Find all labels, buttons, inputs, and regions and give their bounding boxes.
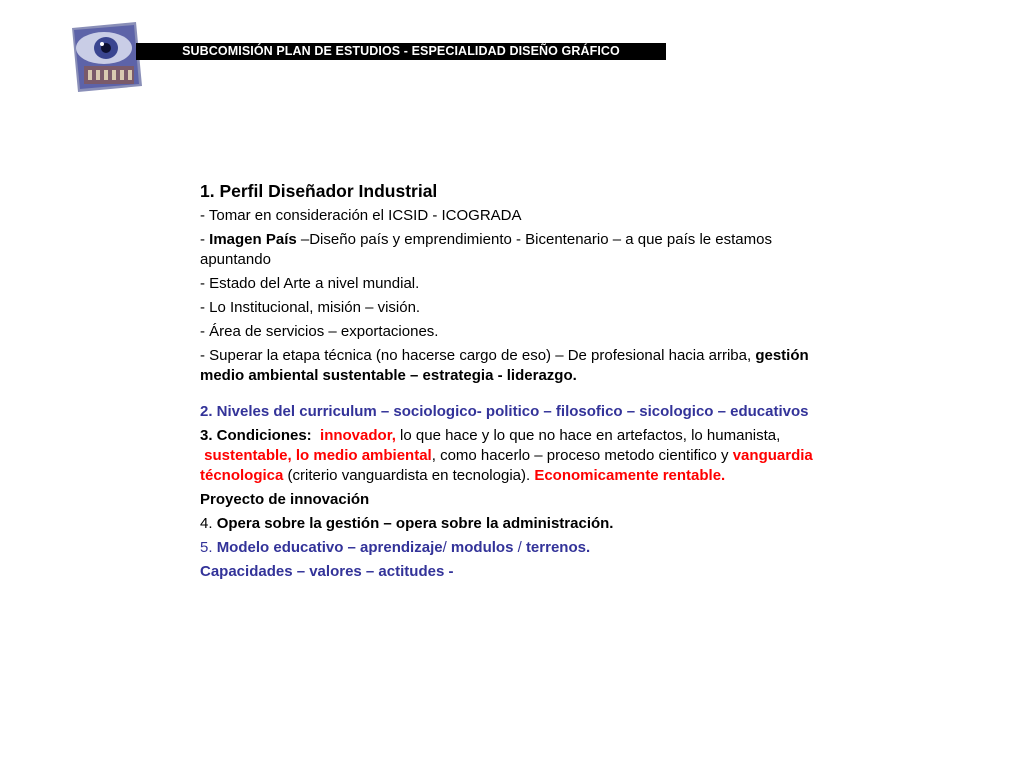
condiciones-label: 3. Condiciones: [200, 427, 312, 444]
bullet-dash: - [200, 231, 210, 248]
condiciones-text-2: , como hacerlo – proceso metodo cientifico y [431, 447, 733, 464]
bullet-superar-etapa [200, 346, 815, 386]
header-title-bar: SUBCOMISIÓN PLAN DE ESTUDIOS - ESPECIALIDAD DISEÑO GRÁFICO [136, 43, 666, 60]
bullet-imagen-pais [200, 230, 815, 270]
innovador-text: innovador, [320, 427, 396, 444]
proyecto-innovacion: Proyecto de innovación [200, 491, 370, 508]
slash-separator-2: / [513, 539, 526, 556]
section-5-number: 5. [200, 539, 217, 556]
heading-perfil: 1. Perfil Diseñador Industrial [200, 181, 438, 201]
imagen-pais-text: –Diseño país y emprendimiento - Bicentenario – a que país le estamos apuntando [200, 231, 772, 268]
superar-etapa-text: - Superar la etapa técnica (no hacerse cargo de eso) – De profesional hacia arriba, [200, 347, 756, 364]
bullet-icsid: - Tomar en consideración el ICSID - ICOGRADA [200, 207, 522, 224]
modelo-educativo-text: Modelo educativo – aprendizaje [216, 539, 443, 556]
opera-text: Opera sobre la gestión – opera sobre la administración. [216, 515, 614, 532]
condiciones-text-1: lo que hace y lo que no hace en artefactos, lo humanista, [395, 427, 781, 444]
vanguardia-text: vanguardia técnologica [200, 447, 813, 484]
section-4-number: 4. [200, 515, 217, 532]
section-opera [200, 514, 815, 534]
bullet-estado-arte: - Estado del Arte a nivel mundial. [200, 275, 420, 292]
slide-content [200, 180, 815, 586]
modulos-text: modulos [450, 539, 514, 556]
terrenos-text: terrenos. [525, 539, 591, 556]
section-niveles-curriculum: 2. Niveles del curriculum – sociologico- politico – filosofico – sicologico – educativos [200, 403, 809, 420]
rentable-text: Economicamente rentable. [534, 467, 726, 484]
eye-logo-image [70, 22, 144, 94]
bullet-institucional: - Lo Institucional, misión – visión. [200, 299, 421, 316]
section-modelo-educativo [200, 538, 815, 558]
imagen-pais-label: Imagen País [209, 231, 297, 248]
capacidades-valores: Capacidades – valores – actitudes - [200, 563, 454, 580]
gestion-ambiental-text: gestión medio ambiental sustentable – estrategia - liderazgo. [200, 347, 809, 384]
section-condiciones [200, 426, 815, 486]
slash-separator: / [442, 539, 451, 556]
condiciones-text-3: (criterio vanguardista en tecnologia). [283, 467, 535, 484]
sustentable-text: sustentable, lo medio ambiental [204, 447, 432, 464]
bullet-area-servicios: - Área de servicios – exportaciones. [200, 323, 439, 340]
